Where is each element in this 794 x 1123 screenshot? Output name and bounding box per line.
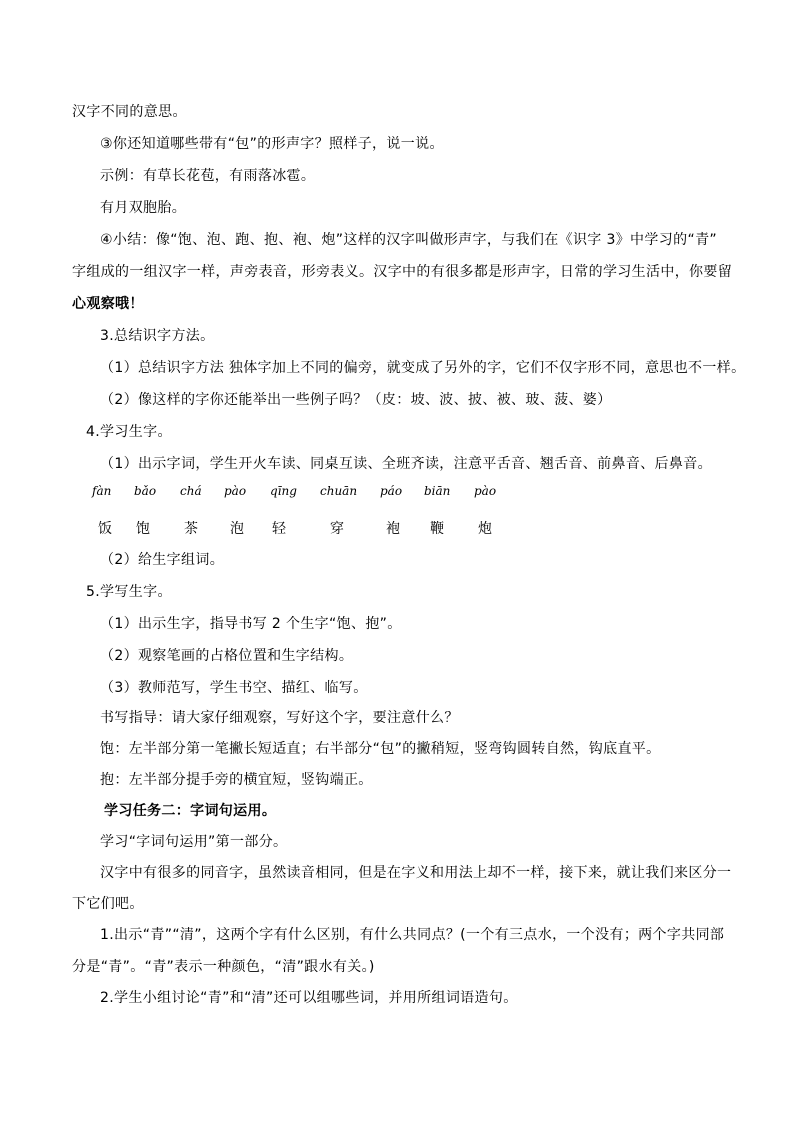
example-line: 示例：有草长花苞，有雨落冰雹。: [100, 168, 316, 184]
text-line: 心观察哦！: [72, 296, 144, 312]
pinyin-label: qīng: [270, 484, 297, 498]
text-line: 下它们吧。: [72, 896, 144, 912]
pinyin-label: pào: [474, 484, 497, 498]
summary-line: ④小结：像“饱、泡、跑、抱、袍、炮”这样的汉字叫做形声字，与我们在《识字 3》中学习的“青”: [100, 232, 718, 248]
character: 轻: [272, 521, 286, 537]
text-line: 字组成的一组汉字一样，声旁表音，形旁表义。汉字中的有很多都是形声字，日常的学习生活中，你要留: [72, 264, 733, 280]
task-heading: 学习任务二：字词句运用。: [104, 803, 277, 819]
pinyin-label: biān: [424, 484, 451, 498]
pinyin-label: pào: [224, 484, 247, 498]
text-line: （1）出示字词，学生开火车读、同桌互读、全班齐读，注意平舌音、翘舌音、前鼻音、后鼻音。: [100, 456, 712, 472]
character: 饭: [98, 521, 112, 537]
text-line: 有月双胞胎。: [100, 200, 187, 216]
character: 泡: [230, 521, 244, 537]
pinyin-label: páo: [380, 484, 403, 498]
text-line: 抱：左半部分提手旁的横宜短，竖钩端正。: [100, 772, 373, 788]
text-line: 饱：左半部分第一笔撇长短适直；右半部分“包”的撇稍短，竖弯钩圆转自然，钩底直平。: [100, 741, 661, 757]
text-line: （3）教师范写，学生书空、描红、临写。: [100, 680, 368, 696]
pinyin-label: bǎo: [134, 484, 157, 498]
character: 穿: [330, 521, 344, 537]
text-line: 汉字不同的意思。: [72, 104, 187, 120]
section-heading-4: 4.学习生字。: [86, 424, 172, 440]
character: 饱: [136, 521, 150, 537]
text-line: （2）给生字组词。: [100, 552, 225, 568]
character: 袍: [386, 521, 400, 537]
text-line: （2）像这样的字你还能举出一些例子吗？（皮：坡、波、披、被、玻、菠、婆）: [100, 392, 612, 408]
character: 炮: [478, 521, 492, 537]
section-heading-5: 5.学写生字。: [86, 584, 172, 600]
text-line: 学习“字词句运用”第一部分。: [100, 834, 288, 850]
text-line: 2.学生小组讨论“青”和“清”还可以组哪些词，并用所组词语造句。: [100, 990, 518, 1006]
character: 茶: [184, 521, 198, 537]
pinyin-label: chá: [180, 484, 202, 498]
text-line: 1.出示“青”“清”，这两个字有什么区别，有什么共同点？(一个有三点水，一个没有；两个字共同部: [100, 927, 725, 943]
writing-guide: 书写指导：请大家仔细观察，写好这个字，要注意什么？: [100, 710, 459, 726]
question-3: ③你还知道哪些带有“包”的形声字？照样子，说一说。: [100, 136, 444, 152]
text-line: （1）出示生字，指导书写 2 个生字“饱、抱”。: [100, 616, 402, 632]
pinyin-label: chuān: [320, 484, 358, 498]
text-line: 分是“青”。“青”表示一种颜色，“清”跟水有关。): [72, 959, 375, 975]
text-line: 汉字中有很多的同音字，虽然读音相同，但是在字义和用法上却不一样，接下来，就让我们来区分一: [100, 865, 732, 881]
text-line: （2）观察笔画的占格位置和生字结构。: [100, 648, 354, 664]
pinyin-label: fàn: [92, 484, 112, 498]
character: 鞭: [430, 521, 444, 537]
text-line: （1）总结识字方法 独体字加上不同的偏旁，就变成了另外的字，它们不仅字形不同，意思也不一样。: [100, 360, 746, 376]
section-heading-3: 3.总结识字方法。: [100, 328, 215, 344]
